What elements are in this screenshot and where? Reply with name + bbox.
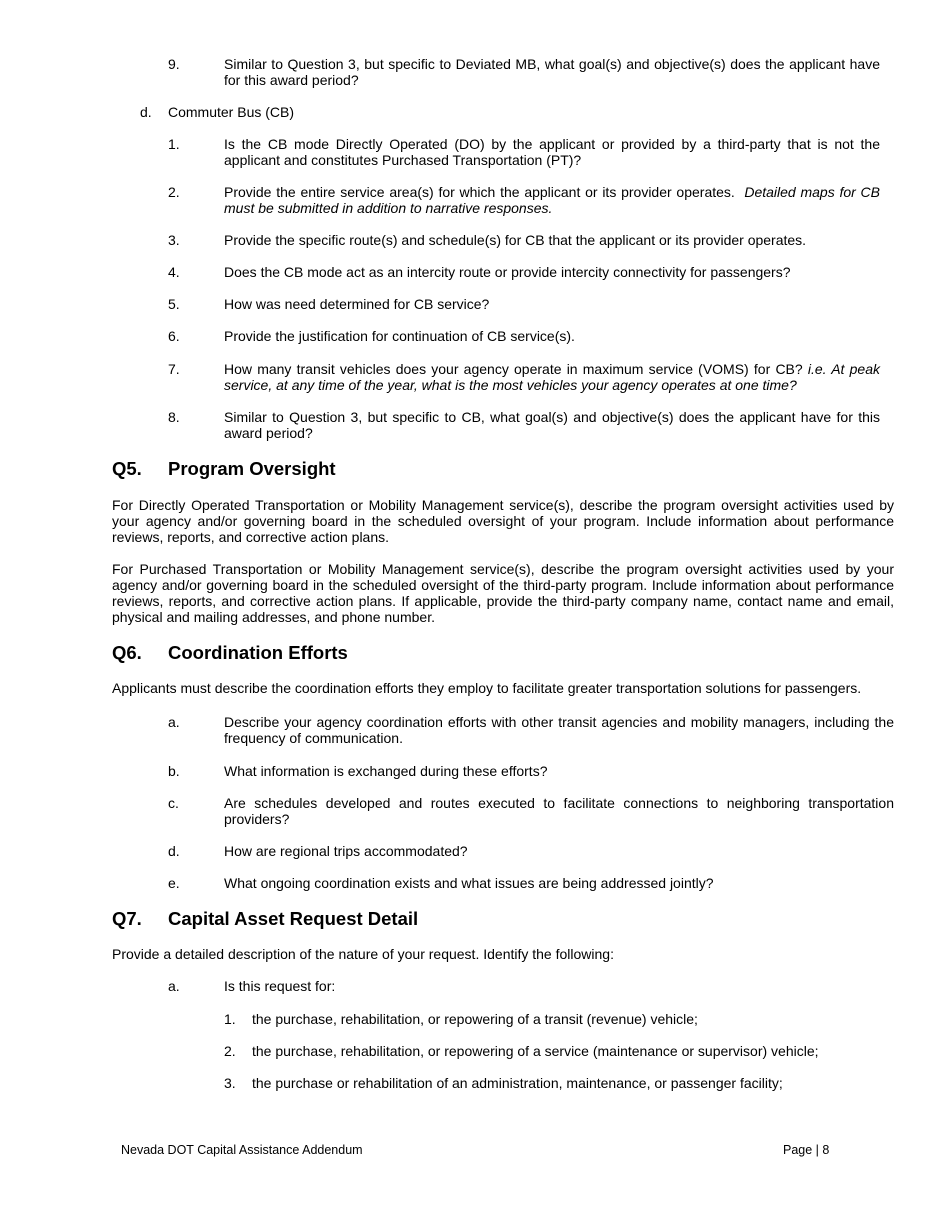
section-heading-q7 [112,908,512,930]
item-letter: d. [168,843,180,859]
q5-paragraph-1: For Directly Operated Transportation or Mobility Management service(s), describe the program oversight activities used by your agency and/or governing board in the scheduled oversight of your program. Include information about performance reviews, reports, and corrective action plans. [112,497,894,545]
subitem-number: 2. [224,1043,236,1059]
question-number: 2. [168,184,180,200]
item-text: Describe your agency coordination efforts with other transit agencies and mobility managers, including the frequency of communication. [224,714,894,746]
item-letter: c. [168,795,179,811]
heading-title: Program Oversight [168,458,336,479]
item-text: How are regional trips accommodated? [224,843,468,859]
subitem-text: the purchase, rehabilitation, or repowering of a service (maintenance or supervisor) vehicle; [252,1043,819,1059]
question-text: How many transit vehicles does your agency operate in maximum service (VOMS) for CB? i.e. At peak service, at any time of the year, what is the most vehicles your agency operates at one time? [224,361,880,393]
question-number: 8. [168,409,180,425]
heading-number: Q7. [112,908,142,929]
subitem-number: 1. [224,1011,236,1027]
question-number: 7. [168,361,180,377]
question-number: 4. [168,264,180,280]
question-text: Does the CB mode act as an intercity route or provide intercity connectivity for passengers? [224,264,791,280]
item-letter: a. [168,714,180,730]
question-number: 9. [168,56,180,72]
question-number: 5. [168,296,180,312]
heading-title: Coordination Efforts [168,642,348,663]
heading-number: Q6. [112,642,142,663]
q7-intro: Provide a detailed description of the nature of your request. Identify the following: [112,946,614,962]
item-letter: a. [168,978,180,994]
question-text: Provide the specific route(s) and schedule(s) for CB that the applicant or its provider operates. [224,232,807,248]
section-letter: d. [140,104,152,120]
section-heading-q6 [112,642,512,664]
question-text: Similar to Question 3, but specific to CB, what goal(s) and objective(s) does the applicant have for this award period? [224,409,880,441]
item-text: Is this request for: [224,978,336,994]
item-text: Are schedules developed and routes executed to facilitate connections to neighboring transportation providers? [224,795,894,827]
q6-intro: Applicants must describe the coordination efforts they employ to facilitate greater transportation solutions for passengers. [112,680,862,696]
question-text: Provide the entire service area(s) for which the applicant or its provider operates. Detailed maps for CB must be submitted in addition to narrative responses. [224,184,880,216]
item-text: What information is exchanged during these efforts? [224,763,548,779]
subitem-text: the purchase or rehabilitation of an administration, maintenance, or passenger facility; [252,1075,783,1091]
subitem-number: 3. [224,1075,236,1091]
question-number: 1. [168,136,180,152]
question-number: 3. [168,232,180,248]
question-text: Provide the justification for continuation of CB service(s). [224,328,575,344]
question-text: How was need determined for CB service? [224,296,490,312]
section-title: Commuter Bus (CB) [168,104,295,120]
footer-page-number: Page | 8 [783,1143,830,1157]
question-text: Similar to Question 3, but specific to Deviated MB, what goal(s) and objective(s) does the applicant have for this award period? [224,56,880,88]
subitem-text: the purchase, rehabilitation, or repowering of a transit (revenue) vehicle; [252,1011,698,1027]
item-text: What ongoing coordination exists and what issues are being addressed jointly? [224,875,714,891]
heading-number: Q5. [112,458,142,479]
item-letter: b. [168,763,180,779]
item-letter: e. [168,875,180,891]
question-number: 6. [168,328,180,344]
q5-paragraph-2: For Purchased Transportation or Mobility Management service(s), describe the program oversight activities used by your agency and/or governing board in the scheduled oversight of the third-party program. Include information about performance reviews, reports, and corrective action plans. If applicable, provide the third-party company name, contact name and email, physical and mailing addresses, and phone number. [112,561,894,625]
question-text: Is the CB mode Directly Operated (DO) by the applicant or provided by a third-party that is not the applicant and constitutes Purchased Transportation (PT)? [224,136,880,168]
section-heading-q5 [112,458,512,480]
footer-document-title: Nevada DOT Capital Assistance Addendum [121,1143,363,1157]
heading-title: Capital Asset Request Detail [168,908,419,929]
